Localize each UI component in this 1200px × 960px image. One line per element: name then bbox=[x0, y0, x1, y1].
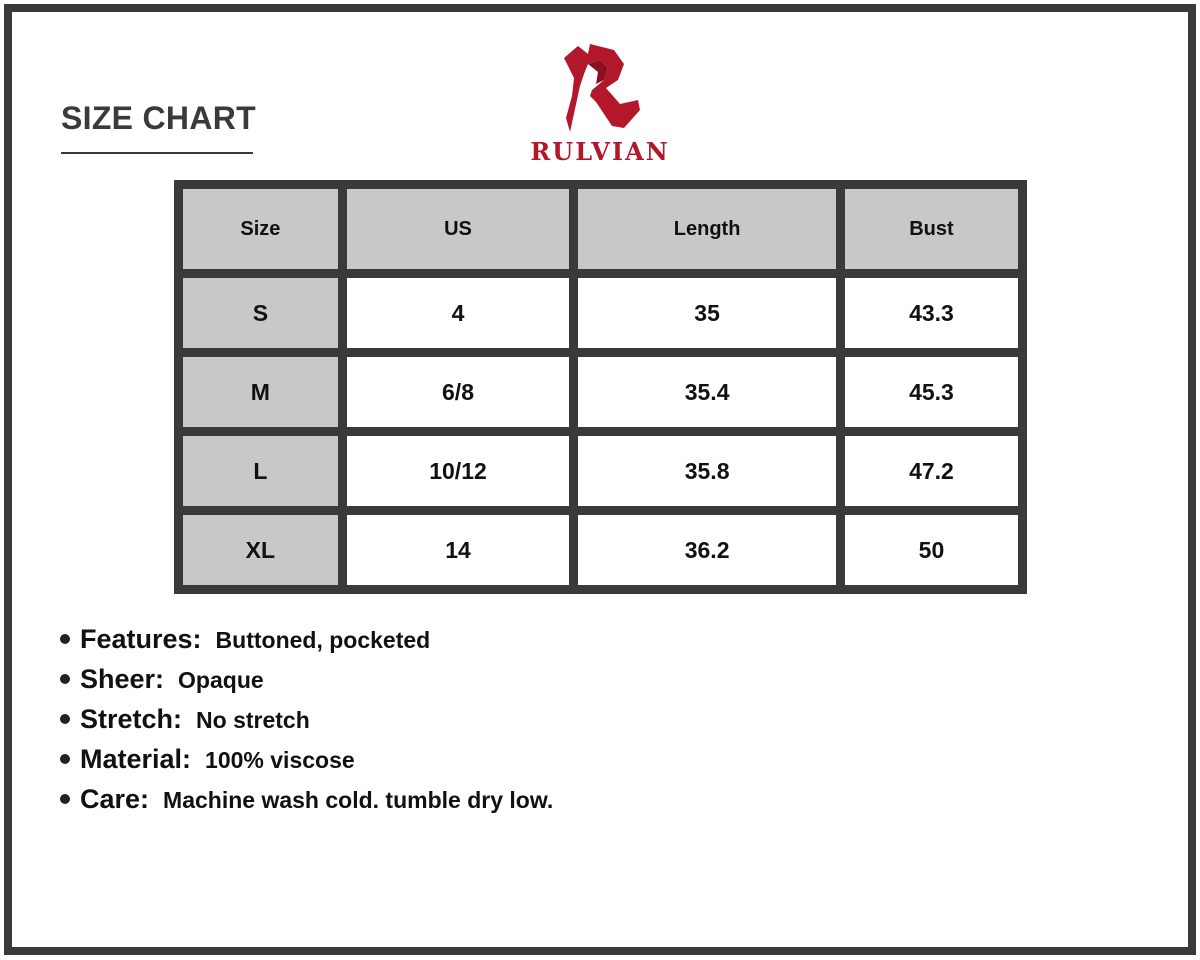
column-header-us: US bbox=[347, 189, 570, 269]
size-cell: M bbox=[183, 357, 338, 427]
spec-value: Opaque bbox=[178, 667, 264, 693]
spec-label: Sheer: bbox=[80, 664, 165, 694]
bust-cell: 43.3 bbox=[845, 278, 1018, 348]
length-cell: 35.4 bbox=[578, 357, 836, 427]
length-cell: 36.2 bbox=[578, 515, 836, 585]
spec-value: No stretch bbox=[196, 707, 310, 733]
length-cell: 35 bbox=[578, 278, 836, 348]
title-underline bbox=[61, 152, 253, 154]
table-row bbox=[183, 515, 1018, 585]
table-header-row bbox=[183, 189, 1018, 269]
r-monogram-icon bbox=[560, 40, 642, 132]
bullet-icon bbox=[60, 794, 70, 804]
brand-logo bbox=[520, 40, 680, 165]
spec-value: 100% viscose bbox=[205, 747, 355, 773]
bullet-icon bbox=[60, 674, 70, 684]
us-cell: 4 bbox=[347, 278, 570, 348]
size-cell: S bbox=[183, 278, 338, 348]
size-chart-table bbox=[174, 180, 1027, 594]
spec-value: Buttoned, pocketed bbox=[215, 627, 431, 653]
table-row bbox=[183, 357, 1018, 427]
spec-item-care bbox=[60, 784, 553, 824]
spec-list bbox=[60, 624, 553, 824]
column-header-bust: Bust bbox=[845, 189, 1018, 269]
bust-cell: 47.2 bbox=[845, 436, 1018, 506]
bullet-icon bbox=[60, 714, 70, 724]
spec-item-stretch bbox=[60, 704, 553, 744]
us-cell: 14 bbox=[347, 515, 570, 585]
size-cell: XL bbox=[183, 515, 338, 585]
spec-value: Machine wash cold. tumble dry low. bbox=[163, 787, 554, 813]
spec-label: Features: bbox=[80, 624, 202, 654]
spec-item-sheer bbox=[60, 664, 553, 704]
spec-item-features bbox=[60, 624, 553, 664]
size-cell: L bbox=[183, 436, 338, 506]
us-cell: 10/12 bbox=[347, 436, 570, 506]
length-cell: 35.8 bbox=[578, 436, 836, 506]
us-cell: 6/8 bbox=[347, 357, 570, 427]
table-row bbox=[183, 278, 1018, 348]
brand-name: RULVIAN bbox=[530, 137, 670, 166]
spec-item-material bbox=[60, 744, 553, 784]
bullet-icon bbox=[60, 634, 70, 644]
table-row bbox=[183, 436, 1018, 506]
spec-label: Stretch: bbox=[80, 704, 183, 734]
spec-label: Material: bbox=[80, 744, 192, 774]
bullet-icon bbox=[60, 754, 70, 764]
column-header-length: Length bbox=[578, 189, 836, 269]
bust-cell: 50 bbox=[845, 515, 1018, 585]
spec-label: Care: bbox=[80, 784, 150, 814]
bust-cell: 45.3 bbox=[845, 357, 1018, 427]
page-title: SIZE CHART bbox=[61, 100, 256, 136]
column-header-size: Size bbox=[183, 189, 338, 269]
